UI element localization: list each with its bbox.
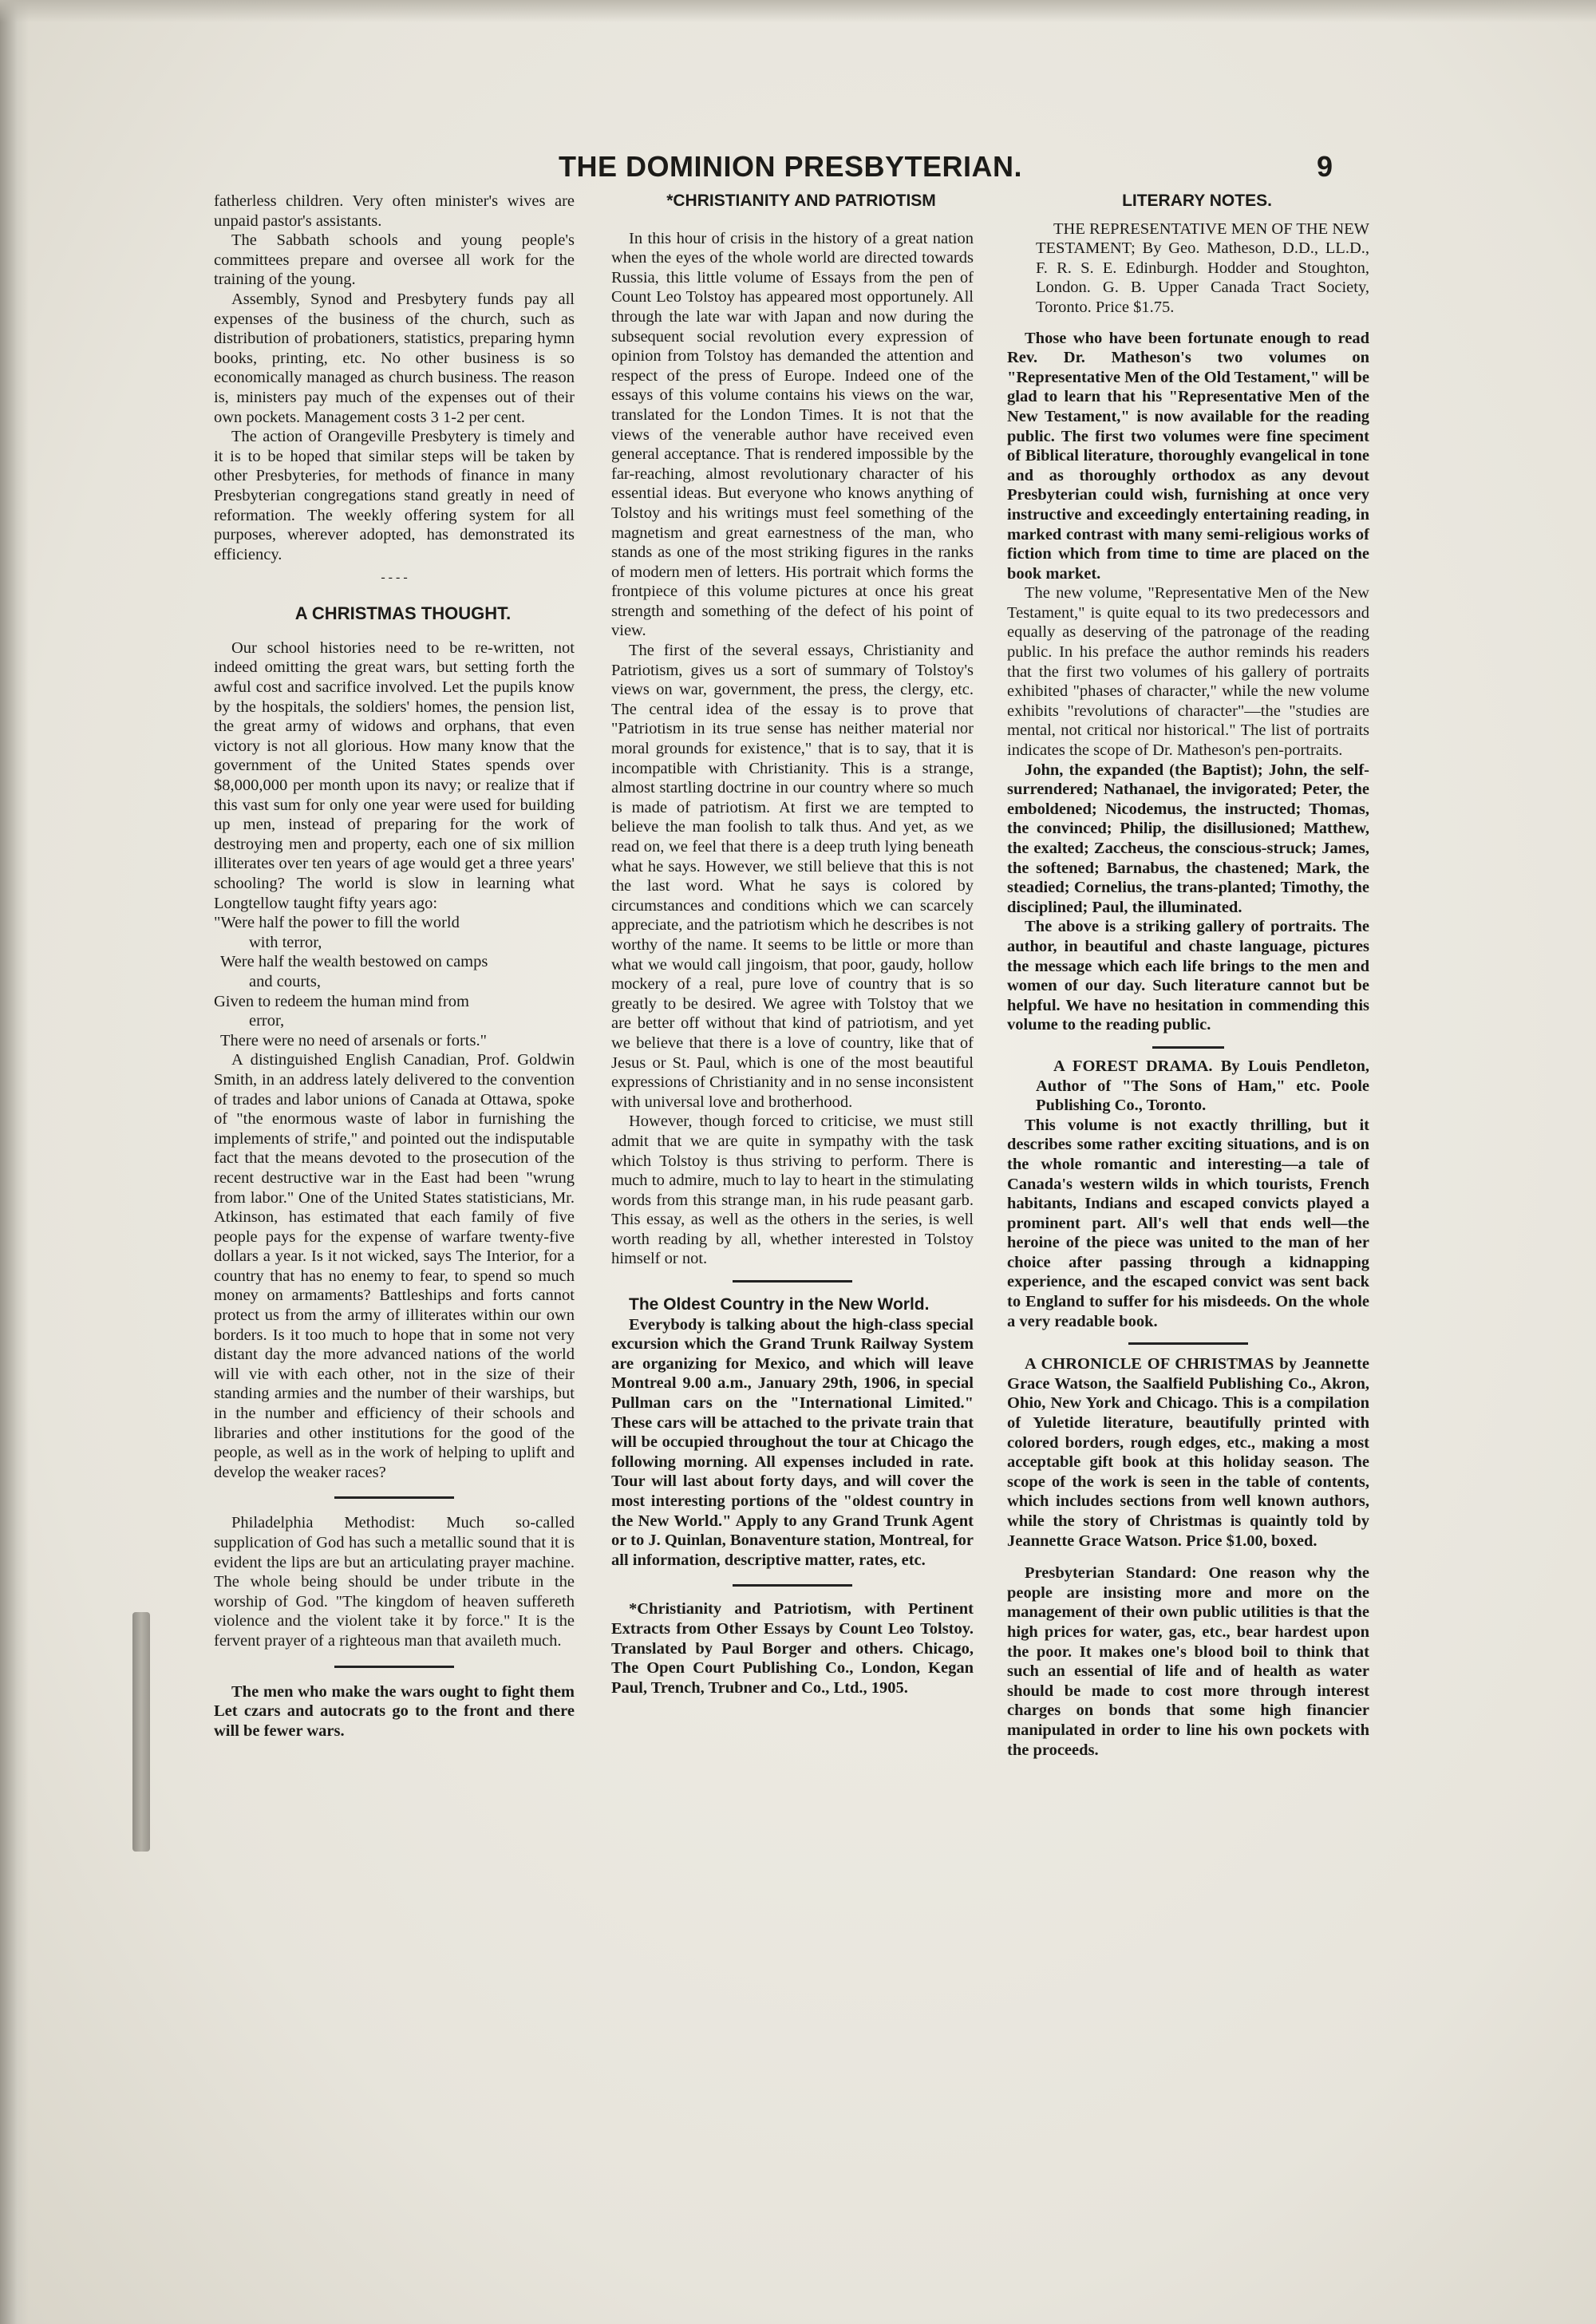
binding-mark	[132, 1612, 150, 1852]
footnote: *Christianity and Patriotism, with Pertinent Extracts from Other Essays by Count Leo Tolstoy. Translated by Paul Borger and others. Chicago, The Open Court Publishing Co., London, Kegan Paul, Trench, Trubner and Co., Ltd., 1905.	[611, 1600, 974, 1697]
column-left	[214, 192, 575, 1741]
paragraph: The action of Orangeville Presbytery is timely and it is to be hoped that similar steps will be taken by other Presbyteries, for methods of finance in many Presbyterian congregations stand greatly in need of reformation. The weekly offering system for all purposes, wherever adopted, has demonstrated its efficiency.	[214, 428, 575, 563]
literary-notes-heading: LITERARY NOTES.	[1122, 192, 1272, 210]
verse-line: with terror,	[249, 933, 322, 951]
christianity-patriotism-heading: *CHRISTIANITY AND PATRIOTISM	[666, 192, 936, 210]
book-notice: THE REPRESENTATIVE MEN OF THE NEW TESTAMENT; By Geo. Matheson, D.D., LL.D., F. R. S. E. Edinburgh. Hodder and Stoughton, London. G. B. Upper Canada Tract Society, Toronto. Price $1.75.	[1036, 219, 1369, 316]
divider-rule	[1152, 1046, 1224, 1049]
paragraph: Philadelphia Methodist: Much so-called supplication of God has such a metallic sound that it is evident the lips are but an articulating prayer machine. The whole being should be under tribute in the worship of God. "The kingdom of heaven suffereth violence and the violent take it by force." It is the fervent prayer of a righteous man that availeth much.	[214, 1514, 575, 1650]
verse-line: "Were half the power to fill the world	[214, 914, 460, 932]
newspaper-title: THE DOMINION PRESBYTERIAN.	[559, 150, 1023, 183]
divider-rule	[334, 1496, 454, 1499]
page-number: 9	[1317, 150, 1333, 183]
verse-line: Were half the wealth bestowed on camps	[220, 953, 488, 971]
christmas-thought-heading: A CHRISTMAS THOUGHT.	[294, 603, 512, 624]
paragraph: This volume is not exactly thrilling, but it describes some rather exciting situations, and is on the whole romantic and interesting—a tale of Canada's western wilds in which tourists, French habitants, Indians and escaped convicts played a prominent part. All's well that ends well—the heroine of the piece was united to the man of her choice after passing through a kidnapping experience, and the escaped convict was sent back to England to suffer for his misdeeds. On the whole a very readable book.	[1007, 1116, 1369, 1330]
paragraph: Our school histories need to be re-written, not indeed omitting the great wars, but setting forth the awful cost and sacrifice involved. Let the pupils know by the hospitals, the soldiers' homes, the pension list, the great army of widows and orphans, that even victory is not all glorious. How many know that the government of the United States spends over $8,000,000 per month upon its navy; or realize that if this vast sum for only one year were used for building up men, instead of preparing for the work of destroying men and property, each one of six million illiterates over ten years of age would get a three years' schooling? The world is slow in learning what Longtellow taught fifty years ago:	[214, 638, 575, 912]
divider-rule	[1128, 1342, 1248, 1345]
paragraph: John, the expanded (the Baptist); John, the self-surrendered; Nathanael, the invigorated; Peter, the emboldened; Nicodemus, the instructed; Thomas, the convinced; Philip, the disillusioned; Matthew, the exalted; Zaccheus, the conscious-struck; James, the softened; Barnabus, the chastened; Mark, the steadied; Cornelius, the trans-planted; Timothy, the disciplined; Paul, the illuminated.	[1007, 761, 1369, 916]
verse-line: Given to redeem the human mind from	[214, 992, 469, 1010]
paragraph: Assembly, Synod and Presbytery funds pay all expenses of the business of the church, such as distribution of probationers, statistics, preparing hymn books, printing, etc. No other business is so economically managed as church business. The reason is, ministers pay much of the expenses out of their own pockets. Management costs 3 1-2 per cent.	[214, 290, 575, 426]
paragraph: A distinguished English Canadian, Prof. Goldwin Smith, in an address lately delivered to the convention of trades and labor unions of Canada at Ottawa, spoke of "the enormous waste of labor in furnishing the implements of strife," and pointed out the indisputable fact that the means devoted to the prosecution of the recent destructive war in the East had been "wrung from labor." One of the United States statisticians, Mr. Atkinson, has estimated that each family of five people pays for the expense of warfare twenty-five dollars a year. Is it not wicked, says The Interior, for a country that has no enemy to fear, to spend so much money on armaments? Battleships and forts cannot protect us from the army of illiterates within our own borders. Is it too much to hope that in some not very distant day the more advanced nations of the world will vie with each other, not in the size of their standing armies and the number of their warships, but in the number and efficiency of their schools and libraries and other institutions for the good of the people, as well as in the work of helping to uplift and develop the weaker races?	[214, 1051, 575, 1481]
paragraph: Everybody is talking about the high-class special excursion which the Grand Trunk Railway System are organizing for Mexico, and which will leave Montreal 9.00 a.m., January 29th, 1906, in special Pullman cars on the "International Limited." These cars will be attached to the private train that will be occupied throughout the tour at Chicago the following morning. All expenses included in rate. Tour will last about forty days, and will cover the most interesting portions of the "oldest country in the New World." Apply to any Grand Trunk Agent or to J. Quinlan, Bonaventure station, Montreal, for all information, descriptive matter, rates, etc.	[611, 1315, 974, 1569]
column-middle	[611, 192, 974, 1698]
section-separator: - - - -	[381, 571, 408, 585]
column-right	[1007, 192, 1369, 1760]
paragraph: The Sabbath schools and young people's committees prepare and oversee all work for the training of the young.	[214, 231, 575, 289]
paragraph: The men who make the wars ought to fight them Let czars and autocrats go to the front and there will be fewer wars.	[214, 1682, 575, 1740]
paragraph: In this hour of crisis in the history of a great nation when the eyes of the whole world are directed towards Russia, this little volume of Essays from the pen of Count Leo Tolstoy has appeared most opportunely. All through the late war with Japan and now during the subsequent social revolution every expression of opinion from Tolstoy has demanded the attention and respect of the press of Europe. Indeed one of the essays of this volume contains his views on the war, translated for the London Times. It is not that the views of the venerable author have received even general acceptance. That is rendered impossible by the far-reaching, almost revolutionary character of his essential ideas. But everyone who knows anything of Tolstoy and his writings must feel something of the magnetism and great earnestness of the man, who stands as one of the most striking figures in the ranks of modern men of letters. His portrait which forms the frontpiece of this volume pictures at once his great strength and something of the defect of his point of view.	[611, 229, 974, 640]
verse-line: and courts,	[249, 972, 321, 990]
paragraph: However, though forced to criticise, we must still admit that we are quite in sympathy with the task which Tolstoy is thus striving to perform. There is much to admire, much to lay to heart in the stimulating words from this strange man, in his rude peasant garb. This essay, as well as the others in the series, is well worth reading by all, whether interested in Tolstoy himself or not.	[611, 1113, 974, 1268]
paragraph: Those who have been fortunate enough to read Rev. Dr. Matheson's two volumes on "Representative Men of the Old Testament," will be glad to learn that his "Representative Men of the New Testament," is now available for the reading public. The first two volumes were fine speciment of Biblical literature, thoroughly evangelical in tone and as thoroughly orthodox as any devout Presbyterian could wish, furnishing at once very instructive and exceedingly entertaining reading, in marked contrast with many semi-religious works of fiction which from time to time are placed on the book market.	[1007, 329, 1369, 583]
verse-line: error,	[249, 1012, 285, 1030]
page-header	[559, 150, 1357, 195]
oldest-country-heading: The Oldest Country in the New World.	[629, 1295, 930, 1314]
divider-rule	[733, 1280, 852, 1283]
longfellow-verse	[214, 913, 575, 1050]
divider-rule	[334, 1666, 454, 1668]
scan-shadow-left	[0, 0, 29, 2324]
book-notice: A FOREST DRAMA. By Louis Pendleton, Author of "The Sons of Ham," etc. Poole Publishing Co., Toronto.	[1036, 1057, 1369, 1115]
paragraph: The new volume, "Representative Men of the New Testament," is quite equal to its two predecessors and equally as deserving of the patronage of the reading public. In his preface the author reminds his readers that the first two volumes of his gallery of portraits exhibited "phases of character," while the new volume exhibits "revolutions of character"—the "studies are mental, not critical nor historical." The list of portraits indicates the scope of Dr. Matheson's pen-portraits.	[1007, 584, 1369, 760]
paragraph: A CHRONICLE OF CHRISTMAS by Jeannette Grace Watson, the Saalfield Publishing Co., Akron, Ohio, New York and Chicago. This is a compilation of Yuletide literature, beautifully printed with colored borders, rough edges, etc., making a most acceptable gift book at this holiday season. The scope of the work is seen in the table of contents, which includes sections from well known authors, while the story of Christmas is quaintly told by Jeannette Grace Watson. Price $1.00, boxed.	[1007, 1355, 1369, 1550]
divider-rule	[733, 1584, 852, 1587]
scan-shadow-top	[0, 0, 1596, 22]
paragraph: Presbyterian Standard: One reason why the people are insisting more and more on the management of their own public utilities is that the high prices for water, gas, etc., bear hardest upon the poor. It makes one's blood boil to think that such an essential of life and of health as water should be made to cost more through interest charges on bonds that some high financier manipulated in order to line his own pockets with the proceeds.	[1007, 1564, 1369, 1759]
paragraph: The first of the several essays, Christianity and Patriotism, gives us a sort of summary of Tolstoy's views on war, government, the press, the clergy, etc. The central idea of the essay is to prove that "Patriotism in its true sense has neither material nor moral grounds for existence," that is to say, that it is incompatible with Christianity. This is a strange, almost startling doctrine in our country where so much is made of patriotism. At first we are tempted to believe the man foolish to talk thus. And yet, as we read on, we feel that there is a deep truth lying beneath what he says. However, we still believe that this is not the last word. What he says is colored by circumstances and conditions which we can scarcely appreciate, and the patriotism which he describes is not worthy of the name. It seems to be little or more than what we would call jingoism, that poor, gaudy, hollow mockery of a real, pure love of country that is so greatly to be desired. We agree with Tolstoy that we are better off without that kind of patriotism, and yet we believe that there is a love of country, like that of Jesus or St. Paul, which is one of the most beautiful expressions of Christianity and in no sense inconsistent with universal love and brotherhood.	[611, 642, 974, 1111]
paragraph: The above is a striking gallery of portraits. The author, in beautiful and chaste language, pictures the message which each life brings to the men and women of our day. Such literature cannot but be helpful. We have no hesitation in commending this volume to the reading public.	[1007, 918, 1369, 1034]
paragraph: fatherless children. Very often minister's wives are unpaid pastor's assistants.	[214, 192, 575, 230]
verse-line: There were no need of arsenals or forts."	[220, 1031, 487, 1049]
